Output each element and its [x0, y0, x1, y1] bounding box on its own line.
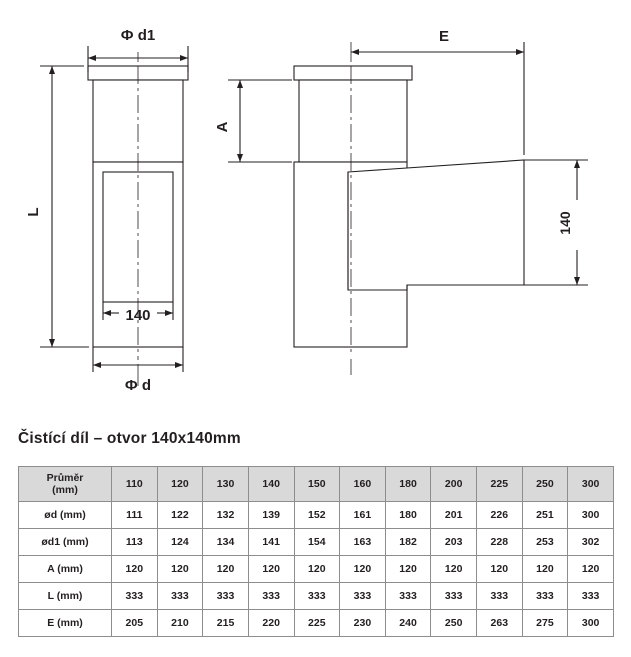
table-cell: 124: [157, 529, 203, 556]
table-cell: 134: [203, 529, 249, 556]
table-cell: 120: [385, 556, 431, 583]
table-cell: 333: [248, 583, 294, 610]
dim-height-140: [524, 160, 588, 285]
table-cell: 161: [340, 502, 386, 529]
label-E: E: [438, 28, 450, 45]
table-cell: 210: [157, 610, 203, 637]
table-cell: 250: [431, 610, 477, 637]
row-label: A (mm): [19, 556, 112, 583]
table-cell: 333: [340, 583, 386, 610]
table-cell: 300: [568, 502, 614, 529]
table-cell: 220: [248, 610, 294, 637]
table-cell: 120: [522, 556, 568, 583]
table-cell: 120: [203, 556, 249, 583]
table-cell: 333: [477, 583, 523, 610]
label-height-140: 140: [557, 211, 573, 235]
row-label: E (mm): [19, 610, 112, 637]
table-corner-header: [19, 467, 112, 502]
table-cell: 333: [112, 583, 158, 610]
label-phi-d: Ф d: [124, 377, 152, 394]
table-cell: 225: [294, 610, 340, 637]
column-header: 150: [294, 467, 340, 502]
row-label: ød (mm): [19, 502, 112, 529]
table-cell: 120: [431, 556, 477, 583]
table-cell: 333: [157, 583, 203, 610]
table-head: [19, 467, 614, 502]
table-cell: 152: [294, 502, 340, 529]
table-cell: 122: [157, 502, 203, 529]
table-cell: 253: [522, 529, 568, 556]
table-cell: 154: [294, 529, 340, 556]
column-header: 160: [340, 467, 386, 502]
table-cell: 226: [477, 502, 523, 529]
table-cell: 300: [568, 610, 614, 637]
column-header: 200: [431, 467, 477, 502]
table-cell: 263: [477, 610, 523, 637]
column-header: 180: [385, 467, 431, 502]
table-cell: 141: [248, 529, 294, 556]
right-view-opening: [348, 160, 524, 290]
table-cell: 333: [568, 583, 614, 610]
table-row: [19, 529, 614, 556]
table-row: [19, 583, 614, 610]
table-cell: 302: [568, 529, 614, 556]
table-cell: 333: [522, 583, 568, 610]
table-row: [19, 610, 614, 637]
table-cell: 111: [112, 502, 158, 529]
table-cell: 228: [477, 529, 523, 556]
column-header: 225: [477, 467, 523, 502]
label-phi-d1: Ф d1: [120, 27, 156, 44]
table-cell: 203: [431, 529, 477, 556]
table-cell: 163: [340, 529, 386, 556]
row-label: ød1 (mm): [19, 529, 112, 556]
column-header: 130: [203, 467, 249, 502]
column-header: 250: [522, 467, 568, 502]
table-cell: 120: [477, 556, 523, 583]
table-cell: 333: [294, 583, 340, 610]
label-width-140: 140: [125, 307, 151, 324]
table-cell: 120: [294, 556, 340, 583]
table-cell: 201: [431, 502, 477, 529]
table-corner-line1: Průměr: [46, 471, 84, 484]
column-header: 140: [248, 467, 294, 502]
table-cell: 333: [385, 583, 431, 610]
table-cell: 333: [203, 583, 249, 610]
column-header: 110: [112, 467, 158, 502]
table-cell: 120: [340, 556, 386, 583]
label-L: L: [25, 207, 42, 217]
dimensions-table-wrapper: [18, 466, 614, 637]
dim-L: [40, 66, 89, 347]
row-label: L (mm): [19, 583, 112, 610]
right-view-socket: [294, 66, 412, 162]
table-body: [19, 502, 614, 637]
table-cell: 120: [112, 556, 158, 583]
page-title: Čistící díl – otvor 140x140mm: [18, 430, 241, 447]
table-cell: 230: [340, 610, 386, 637]
table-cell: 132: [203, 502, 249, 529]
table-corner-line2: (mm): [52, 484, 78, 496]
table-cell: 120: [248, 556, 294, 583]
table-cell: 215: [203, 610, 249, 637]
table-cell: 180: [385, 502, 431, 529]
table-header-row: [19, 467, 614, 502]
dim-A: [228, 80, 292, 162]
table-row: [19, 502, 614, 529]
dimensions-table: [18, 466, 614, 637]
table-cell: 205: [112, 610, 158, 637]
table-cell: 251: [522, 502, 568, 529]
table-cell: 120: [157, 556, 203, 583]
label-A: A: [214, 121, 231, 133]
table-row: [19, 556, 614, 583]
table-cell: 139: [248, 502, 294, 529]
table-cell: 113: [112, 529, 158, 556]
table-cell: 275: [522, 610, 568, 637]
table-cell: 240: [385, 610, 431, 637]
table-cell: 120: [568, 556, 614, 583]
column-header: 300: [568, 467, 614, 502]
table-cell: 333: [431, 583, 477, 610]
column-header: 120: [157, 467, 203, 502]
table-cell: 182: [385, 529, 431, 556]
